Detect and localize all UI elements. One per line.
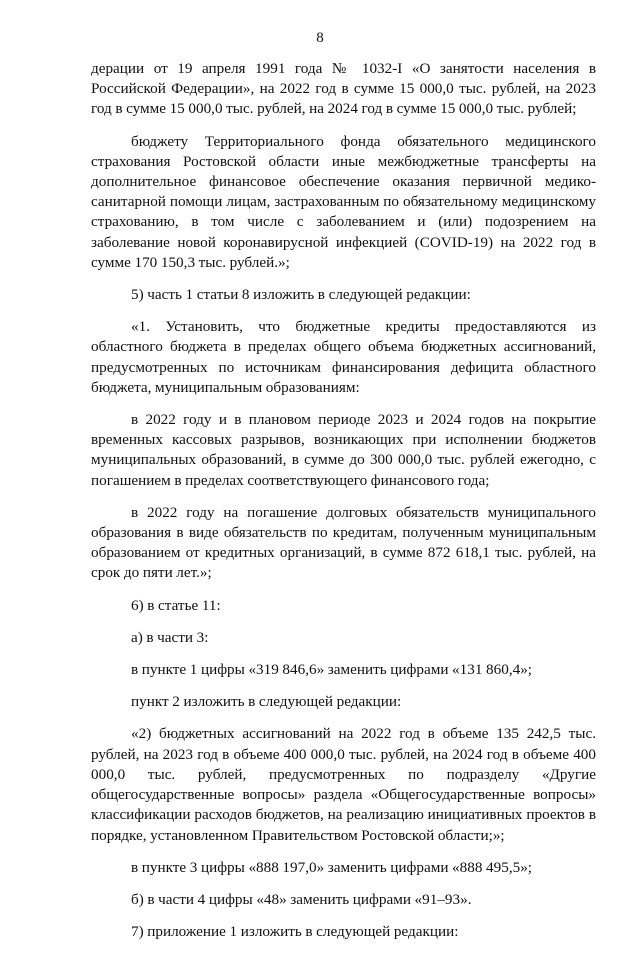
paragraph-item-7: 7) приложение 1 изложить в следующей редакции: <box>131 923 459 941</box>
paragraph-continuation: дерации от 19 апреля 1991 года № 1032-I «О занятости населения в Российской Федерации», на 2022 год в сумме 15 000,0 тыс. рублей, на 2023 год в сумме 15 000,0 тыс. рублей, на 2024 год в сумме 15 000,0 тыс. рублей; <box>91 60 596 118</box>
document-body <box>91 59 596 954</box>
page-number: 8 <box>316 30 324 46</box>
paragraph-budget-credits: «1. Установить, что бюджетные кредиты предоставляются из областного бюджета в пределах общего объема бюджетных ассигнований, предусмотренных по источникам финансирования дефицита областного бюджета, муниципальным образованиям: <box>91 318 596 396</box>
paragraph-debt-repayment: в 2022 году на погашение долговых обязательств муниципального образования в виде обязательств по кредитам, полученным муниципальным образованием от кредитных организаций, в сумме 872 618,1 тыс. рублей, на срок до пяти лет.»; <box>91 503 596 582</box>
paragraph-cash-gaps: в 2022 году и в плановом периоде 2023 и 2024 годов на покрытие временных кассовых разрывов, возникающих при исполнении бюджетов муниципальных образований, в сумме до 300 000,0 тыс. рублей ежегодно, с погашением в пределах соответствующего финансового года; <box>91 411 596 489</box>
paragraph-point-2-text: «2) бюджетных ассигнований на 2022 год в объеме 135 242,5 тыс. рублей, на 2023 год в объеме 400 000,0 тыс. рублей, на 2024 год в объеме 400 000,0 тыс. рублей, предусмотренных по подразделу «Другие общегосударственные вопросы» раздела «Общегосударственные вопросы» классификации расходов бюджетов, на реализацию инициативных проектов в порядке, установленном Правительством Ростовской области;»; <box>91 725 596 844</box>
paragraph-tfoms-transfer: бюджету Территориального фонда обязательного медицинского страхования Ростовской области иные межбюджетные трансферты на дополнительное финансовое обеспечение оказания первичной медико-санитарной помощи лицам, застрахованным по обязательному медицинскому страхованию, в том числе с заболеванием и (или) подозрением на заболевание новой коронавирусной инфекцией (COVID-19) на 2022 год в сумме 170 150,3 тыс. рублей.»; <box>91 132 596 271</box>
paragraph-point-2-intro: пункт 2 изложить в следующей редакции: <box>131 693 402 711</box>
paragraph-point-3: в пункте 3 цифры «888 197,0» заменить цифрами «888 495,5»; <box>131 858 533 876</box>
paragraph-item-5: 5) часть 1 статьи 8 изложить в следующей редакции: <box>131 286 471 304</box>
paragraph-subitem-b: б) в части 4 цифры «48» заменить цифрами «91–93». <box>131 890 472 908</box>
paragraph-point-1: в пункте 1 цифры «319 846,6» заменить цифрами «131 860,4»; <box>131 661 533 679</box>
paragraph-subitem-a: а) в части 3: <box>131 628 209 646</box>
paragraph-item-6: 6) в статье 11: <box>131 596 221 614</box>
